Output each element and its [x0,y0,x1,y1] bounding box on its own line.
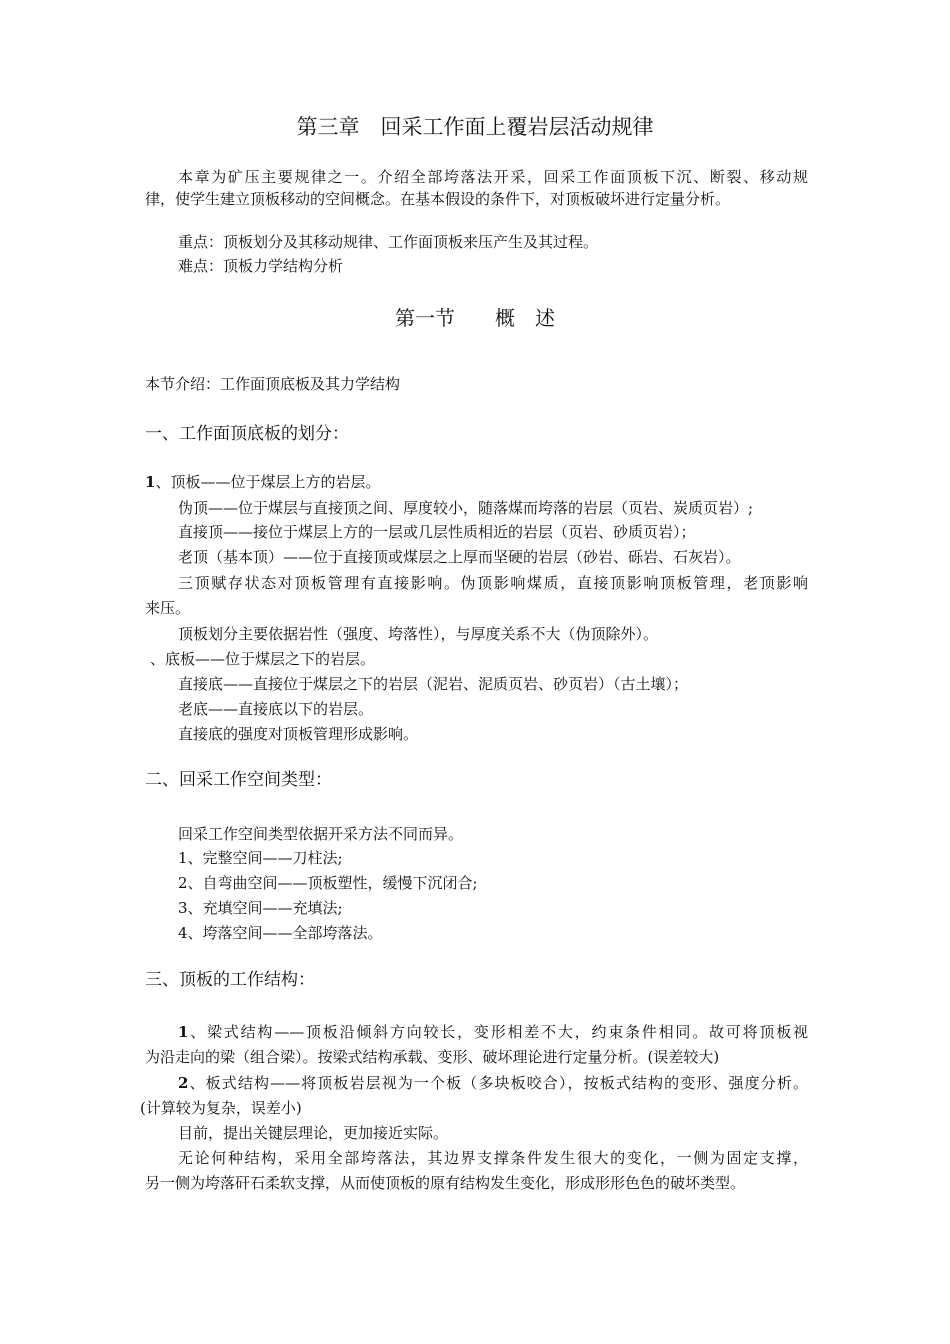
main-roof: 老顶（基本顶）——位于直接顶或煤层之上厚而坚硬的岩层（砂岩、砾岩、石灰岩）。 [178,548,741,566]
floor-influence: 直接底的强度对顶板管理形成影响。 [178,725,419,743]
heading-working-space-types: 二、回采工作空间类型： [145,770,332,790]
heading-roof-floor-division: 一、工作面顶底板的划分： [145,424,349,444]
space-item-1: 1、完整空间——刀柱法; [178,849,343,867]
plate-structure-line-2: (计算较为复杂，误差小) [140,1099,302,1117]
intro-line-1: 本章为矿压主要规律之一。介绍全部垮落法开采，回采工作面顶板下沉、断裂、移动规 [178,168,808,186]
difficult-point: 难点：顶板力学结构分析 [178,257,344,275]
space-item-2: 2、自弯曲空间——顶板塑性，缓慢下沉闭合; [178,874,478,892]
roof-influence-line-1: 三顶赋存状态对顶板管理有直接影响。伪顶影响煤质，直接顶影响顶板管理，老顶影响 [178,574,808,592]
beam-number: 1 [178,1023,189,1041]
main-floor: 老底——直接底以下的岩层。 [178,700,374,718]
roof-classification: 顶板划分主要依据岩性（强度、垮落性），与厚度关系不大（伪顶除外）。 [178,625,659,643]
roof-text: 、顶板——位于煤层上方的岩层。 [155,473,381,491]
section-intro: 本节介绍：工作面顶底板及其力学结构 [145,375,401,393]
roof-number: 1 [145,473,156,491]
space-item-3: 3、充填空间——充填法; [178,899,343,917]
beam-structure-line-2: 为沿走向的梁（组合梁）。按梁式结构承载、变形、破坏理论进行定量分析。(误差较大) [145,1048,720,1066]
conclusion-line-2: 另一侧为垮落矸石柔软支撑，从而使顶板的原有结构发生变化，形成形形色色的破坏类型。 [145,1174,746,1192]
roof-influence-line-2: 来压。 [145,599,191,617]
plate-number: 2 [178,1074,189,1092]
space-intro: 回采工作空间类型依据开采方法不同而异。 [178,825,464,843]
plate-text: 、板式结构——将顶板岩层视为一个板（多块板咬合），按板式结构的变形、强度分析。 [188,1074,808,1092]
intro-line-2: 律，使学生建立顶板移动的空间概念。在基本假设的条件下，对顶板破坏进行定量分析。 [145,190,731,208]
section-title: 第一节 概 述 [395,306,555,330]
immediate-floor: 直接底——直接位于煤层之下的岩层（泥岩、泥质页岩、砂页岩）（古土壤）； [178,675,689,693]
floor-definition: 、底板——位于煤层之下的岩层。 [150,650,376,668]
heading-roof-structure: 三、顶板的工作结构： [145,970,315,990]
immediate-roof: 直接顶——接位于煤层上方的一层或几层性质相近的岩层（页岩、砂质页岩）； [178,523,696,541]
roof-definition [145,470,380,494]
space-item-4: 4、垮落空间——全部垮落法。 [178,924,383,942]
false-roof: 伪顶——位于煤层与直接顶之间、厚度较小，随落煤而垮落的岩层（页岩、炭质页岩）; [178,499,754,517]
chapter-title: 第三章 回采工作面上覆岩层活动规律 [296,115,654,139]
plate-structure-line-1 [178,1071,808,1095]
beam-text: 、梁式结构——顶板沿倾斜方向较长，变形相差不大，约束条件相同。故可将顶板视 [188,1023,808,1041]
key-point: 重点：顶板划分及其移动规律、工作面顶板来压产生及其过程。 [178,233,599,251]
beam-structure-line-1 [178,1020,808,1044]
key-layer-theory: 目前，提出关键层理论，更加接近实际。 [178,1124,449,1142]
conclusion-line-1: 无论何种结构，采用全部垮落法，其边界支撑条件发生很大的变化，一侧为固定支撑， [178,1149,808,1167]
